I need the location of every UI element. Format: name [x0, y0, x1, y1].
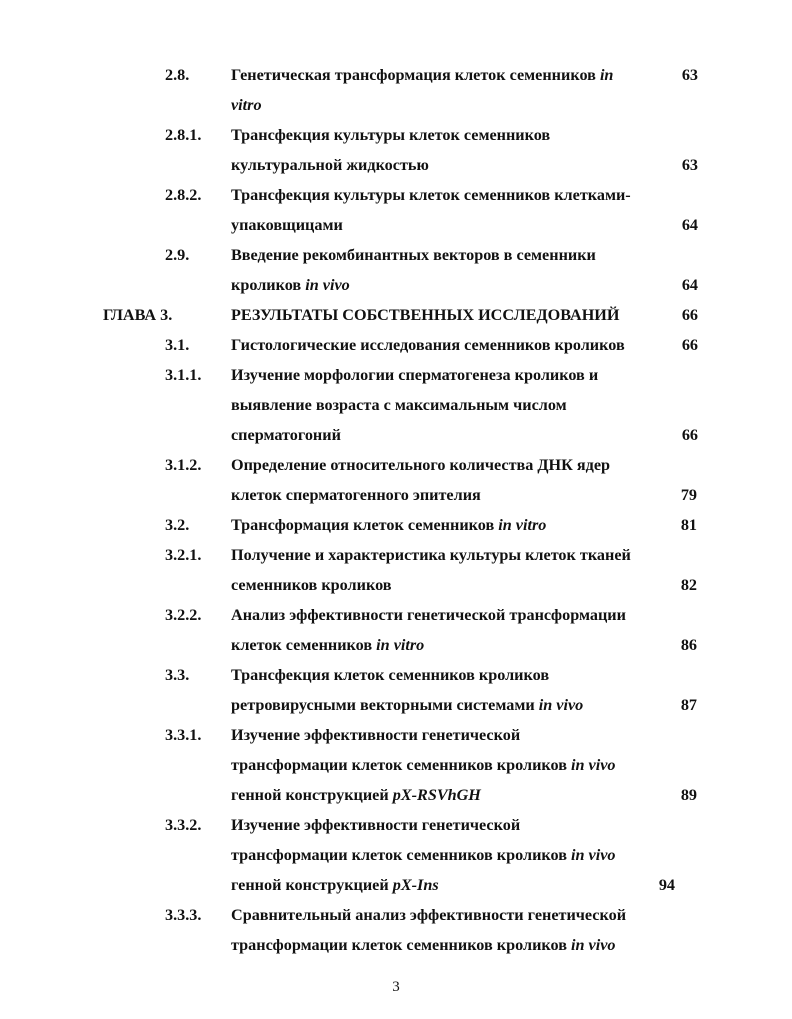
toc-entry-number: 3.3.	[165, 666, 190, 684]
toc-entry-line	[0, 420, 792, 450]
toc-entry-title	[231, 930, 616, 960]
toc-entry-page: 79	[680, 486, 697, 504]
toc-entry	[0, 330, 792, 360]
toc-title-text: трансформации клеток семенников кроликов	[231, 756, 571, 774]
toc-entry-line	[0, 720, 792, 750]
toc-title-text: Генетическая трансформация клеток семенников	[231, 66, 600, 84]
toc-entry-title	[231, 480, 481, 510]
toc-entry-line	[0, 390, 792, 420]
toc-title-text: кроликов	[231, 276, 306, 294]
toc-entry-title	[231, 390, 567, 420]
toc-title-text: Трансфекция культуры клеток семенников клетками-	[231, 186, 631, 204]
toc-entry-title	[231, 750, 616, 780]
toc-entry-number: 3.2.1.	[165, 546, 202, 564]
toc-title-italic: in vivo	[571, 846, 616, 864]
toc-title-text: генной конструкцией	[231, 876, 393, 894]
toc-title-text: Трансформация клеток семенников	[231, 516, 499, 534]
toc-entry-title	[231, 60, 613, 90]
toc-entry-title	[231, 870, 439, 900]
toc-entry-page: 66	[681, 336, 698, 354]
toc-title-text: ретровирусными векторными системами	[231, 696, 539, 714]
toc-entry-title	[231, 120, 550, 150]
toc-entry-number: 3.1.1.	[165, 366, 202, 384]
toc-entry-line	[0, 510, 792, 540]
toc-entry-title	[231, 660, 549, 690]
toc-entry	[0, 60, 792, 120]
toc-entry-line	[0, 600, 792, 630]
toc-entry-line	[0, 360, 792, 390]
toc-title-text: генной конструкцией	[231, 786, 393, 804]
toc-title-text: упаковщицами	[231, 216, 343, 234]
toc-entry-title	[231, 570, 392, 600]
toc-title-text: Изучение морфологии сперматогенеза кроликов и	[231, 366, 599, 384]
toc-title-text: Получение и характеристика культуры клеток тканей	[231, 546, 631, 564]
toc-title-italic: pX-Ins	[392, 876, 439, 894]
toc-entry-page: 94	[658, 876, 675, 894]
toc-entry-title	[231, 510, 546, 540]
toc-entry	[0, 180, 792, 240]
toc-entry-title	[231, 450, 610, 480]
toc-title-italic: in vivo	[571, 936, 616, 954]
toc-title-text: трансформации клеток семенников кроликов	[231, 846, 571, 864]
toc-entry	[0, 240, 792, 300]
toc-entry	[0, 810, 792, 900]
toc-entry-title	[231, 150, 429, 180]
toc-entry-line	[0, 480, 792, 510]
toc-entry-title	[231, 240, 596, 270]
toc-title-text: семенников кроликов	[231, 576, 392, 594]
toc-title-text: Определение относительного количества ДНК ядер	[231, 456, 611, 474]
toc-entry-number: 3.1.2.	[165, 456, 202, 474]
toc-entry	[0, 360, 792, 450]
toc-entry-line	[0, 570, 792, 600]
toc-entry-line	[0, 810, 792, 840]
toc-entry-title	[231, 690, 583, 720]
toc-entry-number: 3.1.	[165, 336, 190, 354]
toc-entry-line	[0, 780, 792, 810]
toc-entry-number: 3.2.2.	[165, 606, 202, 624]
toc-title-text: РЕЗУЛЬТАТЫ СОБСТВЕННЫХ ИССЛЕДОВАНИЙ	[231, 306, 620, 324]
toc-entry-title	[231, 270, 350, 300]
toc-entry-line	[0, 180, 792, 210]
toc-entry	[0, 450, 792, 510]
toc-entry-page: 81	[680, 516, 697, 534]
toc-title-italic: in vivo	[571, 756, 616, 774]
toc-title-italic: in	[599, 66, 614, 84]
toc-chapter-entry	[0, 300, 792, 330]
toc-entry-line	[0, 60, 792, 90]
toc-entry-title	[231, 840, 616, 870]
toc-title-text: клеток семенников	[231, 636, 377, 654]
toc-entry-number: 2.8.1.	[165, 126, 202, 144]
toc-entry-line	[0, 900, 792, 930]
table-of-contents	[0, 60, 792, 960]
toc-entry-line	[0, 90, 792, 120]
toc-entry-page: 66	[681, 426, 698, 444]
toc-entry-title	[231, 720, 520, 750]
toc-entry-page: 63	[681, 156, 698, 174]
toc-title-text: Трансфекция культуры клеток семенников	[231, 126, 551, 144]
toc-entry-line	[0, 690, 792, 720]
toc-entry-number: 2.8.2.	[165, 186, 202, 204]
toc-entry-line	[0, 210, 792, 240]
toc-entry-line	[0, 930, 792, 960]
toc-entry-title	[231, 810, 520, 840]
page-number: 3	[392, 979, 400, 995]
toc-entry-page: 64	[681, 276, 698, 294]
toc-title-italic: in vivo	[538, 696, 584, 714]
toc-title-text: Изучение эффективности генетической	[231, 816, 521, 834]
toc-title-text: выявление возраста с максимальным числом	[231, 396, 567, 414]
toc-entry-page: 87	[680, 696, 697, 714]
toc-title-text: Гистологические исследования семенников кроликов	[231, 336, 625, 354]
toc-entry-line	[0, 240, 792, 270]
toc-title-text: Введение рекомбинантных векторов в семенники	[231, 246, 596, 264]
toc-entry-page: 63	[681, 66, 698, 84]
toc-entry-line	[0, 300, 792, 330]
toc-entry-line	[0, 120, 792, 150]
toc-entry-line	[0, 660, 792, 690]
toc-title-text: Сравнительный анализ эффективности генетической	[231, 906, 627, 924]
toc-title-italic: pX-RSVhGH	[392, 786, 481, 804]
toc-entry-page: 66	[681, 306, 698, 324]
toc-entry	[0, 600, 792, 660]
toc-entry-line	[0, 870, 792, 900]
toc-entry-title	[231, 900, 626, 930]
toc-entry-number: 2.9.	[165, 246, 190, 264]
toc-entry-line	[0, 630, 792, 660]
toc-entry	[0, 660, 792, 720]
toc-title-text: Изучение эффективности генетической	[231, 726, 521, 744]
toc-title-italic: in vitro	[498, 516, 547, 534]
toc-entry	[0, 900, 792, 960]
toc-entry-title	[231, 420, 341, 450]
toc-entry-title	[231, 300, 619, 330]
toc-title-text: Трансфекция клеток семенников кроликов	[231, 666, 550, 684]
toc-entry-number: 3.2.	[165, 516, 190, 534]
toc-entry-line	[0, 150, 792, 180]
toc-entry-line	[0, 750, 792, 780]
toc-entry-title	[231, 540, 631, 570]
toc-entry-page: 82	[680, 576, 697, 594]
toc-title-text: трансформации клеток семенников кроликов	[231, 936, 571, 954]
toc-entry-page: 64	[681, 216, 698, 234]
toc-entry-number: 3.3.1.	[165, 726, 202, 744]
toc-entry-number: 2.8.	[165, 66, 190, 84]
toc-entry-title	[231, 360, 598, 390]
toc-entry-line	[0, 330, 792, 360]
toc-entry-title	[231, 180, 631, 210]
toc-entry-title	[231, 630, 424, 660]
toc-entry-page: 89	[680, 786, 697, 804]
toc-entry-number: 3.3.3.	[165, 906, 202, 924]
toc-entry-title	[231, 210, 343, 240]
toc-title-italic: vitro	[231, 96, 262, 114]
toc-entry-line	[0, 270, 792, 300]
toc-entry-page: 86	[680, 636, 697, 654]
toc-title-text: клеток сперматогенного эпителия	[231, 486, 481, 504]
toc-entry-number: 3.3.2.	[165, 816, 202, 834]
toc-entry-title	[231, 330, 625, 360]
toc-entry	[0, 720, 792, 810]
toc-title-italic: in vitro	[376, 636, 425, 654]
toc-entry	[0, 540, 792, 600]
toc-title-text: Анализ эффективности генетической трансформации	[231, 606, 626, 624]
toc-entry-title	[231, 90, 262, 120]
toc-title-text: сперматогоний	[231, 426, 341, 444]
toc-entry-line	[0, 840, 792, 870]
toc-entry-line	[0, 450, 792, 480]
toc-entry-title	[231, 600, 626, 630]
toc-entry	[0, 510, 792, 540]
toc-title-text: культуральной жидкостью	[231, 156, 429, 174]
toc-entry-number: ГЛАВА 3.	[103, 306, 173, 324]
toc-entry-title	[231, 780, 481, 810]
toc-entry-line	[0, 540, 792, 570]
toc-entry	[0, 120, 792, 180]
toc-title-italic: in vivo	[305, 276, 350, 294]
